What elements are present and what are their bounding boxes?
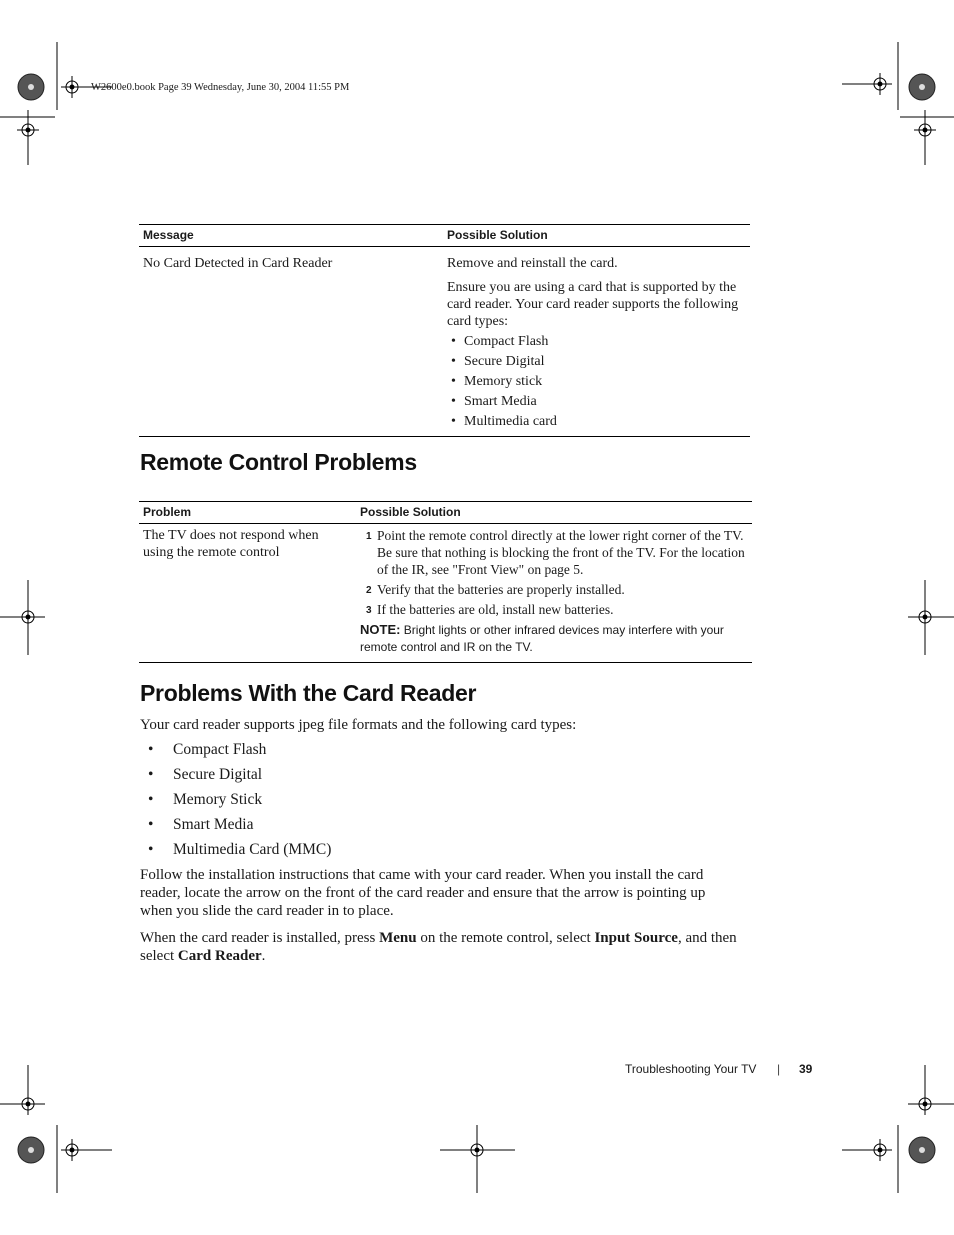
table-row xyxy=(139,524,752,663)
text-run: , and then select xyxy=(140,930,737,964)
page-number: 39 xyxy=(799,1062,813,1076)
menu-term: Menu xyxy=(379,930,417,946)
column-header-problem: Problem xyxy=(139,502,356,524)
list-item: • Multimedia Card (MMC) xyxy=(140,840,331,865)
footer-separator: | xyxy=(777,1062,781,1076)
footer-section-title: Troubleshooting Your TV xyxy=(625,1062,757,1076)
card-reader-term: Card Reader xyxy=(177,948,262,964)
text-run: . xyxy=(261,948,266,964)
note-text: Bright lights or other infrared devices may interfere with your remote control and IR on the TV. xyxy=(360,623,724,654)
note-label: NOTE: xyxy=(360,622,401,637)
table-header-row xyxy=(139,225,750,247)
solution-cell xyxy=(443,247,750,437)
print-header-stamp: W2600e0.book Page 39 Wednesday, June 30, 2004 11:55 PM xyxy=(91,82,350,93)
list-item: • Multimedia card xyxy=(447,412,746,432)
solution-supported-cards: Ensure you are using a card that is supported by the card reader. Your card reader supports the following card types: xyxy=(447,280,739,329)
list-item: • Memory Stick xyxy=(140,790,331,815)
card-type-list xyxy=(140,740,331,865)
step-number: 1 xyxy=(366,531,372,542)
heading-remote-control-problems: Remote Control Problems xyxy=(140,449,417,475)
step-number: 2 xyxy=(366,585,372,596)
text-run: When the card reader is installed, press xyxy=(140,930,380,946)
list-item xyxy=(360,527,748,578)
install-instructions-paragraph: Follow the installation instructions that came with your card reader. When you install the card reader, locate the arrow on the front of the card reader and ensure that the arrow is pointing up when you slide the card reader in to place. xyxy=(140,867,706,919)
list-item: • Secure Digital xyxy=(447,352,746,372)
problem-cell: The TV does not respond when using the remote control xyxy=(143,528,319,560)
note-box xyxy=(360,621,748,656)
select-card-reader-paragraph xyxy=(140,929,740,965)
column-header-message: Message xyxy=(139,225,443,247)
supported-card-list xyxy=(447,332,746,432)
list-item xyxy=(360,581,748,598)
column-header-solution: Possible Solution xyxy=(443,225,750,247)
card-reader-message-table xyxy=(139,224,750,437)
solution-remove-reinstall: Remove and reinstall the card. xyxy=(447,256,618,271)
list-item: • Compact Flash xyxy=(140,740,331,765)
text-run: on the remote control, select xyxy=(416,930,595,946)
message-cell: No Card Detected in Card Reader xyxy=(143,256,333,271)
card-reader-intro: Your card reader supports jpeg file formats and the following card types: xyxy=(140,717,577,733)
input-source-term: Input Source xyxy=(594,930,678,946)
table-row xyxy=(139,247,750,437)
step-text: If the batteries are old, install new batteries. xyxy=(377,602,614,617)
list-item xyxy=(360,601,748,618)
solution-cell xyxy=(356,524,752,663)
table-header-row xyxy=(139,502,752,524)
list-item: • Smart Media xyxy=(140,815,331,840)
step-text: Verify that the batteries are properly installed. xyxy=(377,582,625,597)
list-item: • Smart Media xyxy=(447,392,746,412)
list-item: • Memory stick xyxy=(447,372,746,392)
solution-steps xyxy=(360,527,748,618)
remote-control-table xyxy=(139,501,752,663)
step-number: 3 xyxy=(366,605,372,616)
step-text: Point the remote control directly at the lower right corner of the TV. Be sure that nothing is blocking the front of the TV. For the location of the IR, see "Front View" on page 5. xyxy=(377,528,745,577)
list-item: • Compact Flash xyxy=(447,332,746,352)
heading-card-reader-problems: Problems With the Card Reader xyxy=(140,680,477,706)
column-header-solution: Possible Solution xyxy=(356,502,752,524)
list-item: • Secure Digital xyxy=(140,765,331,790)
